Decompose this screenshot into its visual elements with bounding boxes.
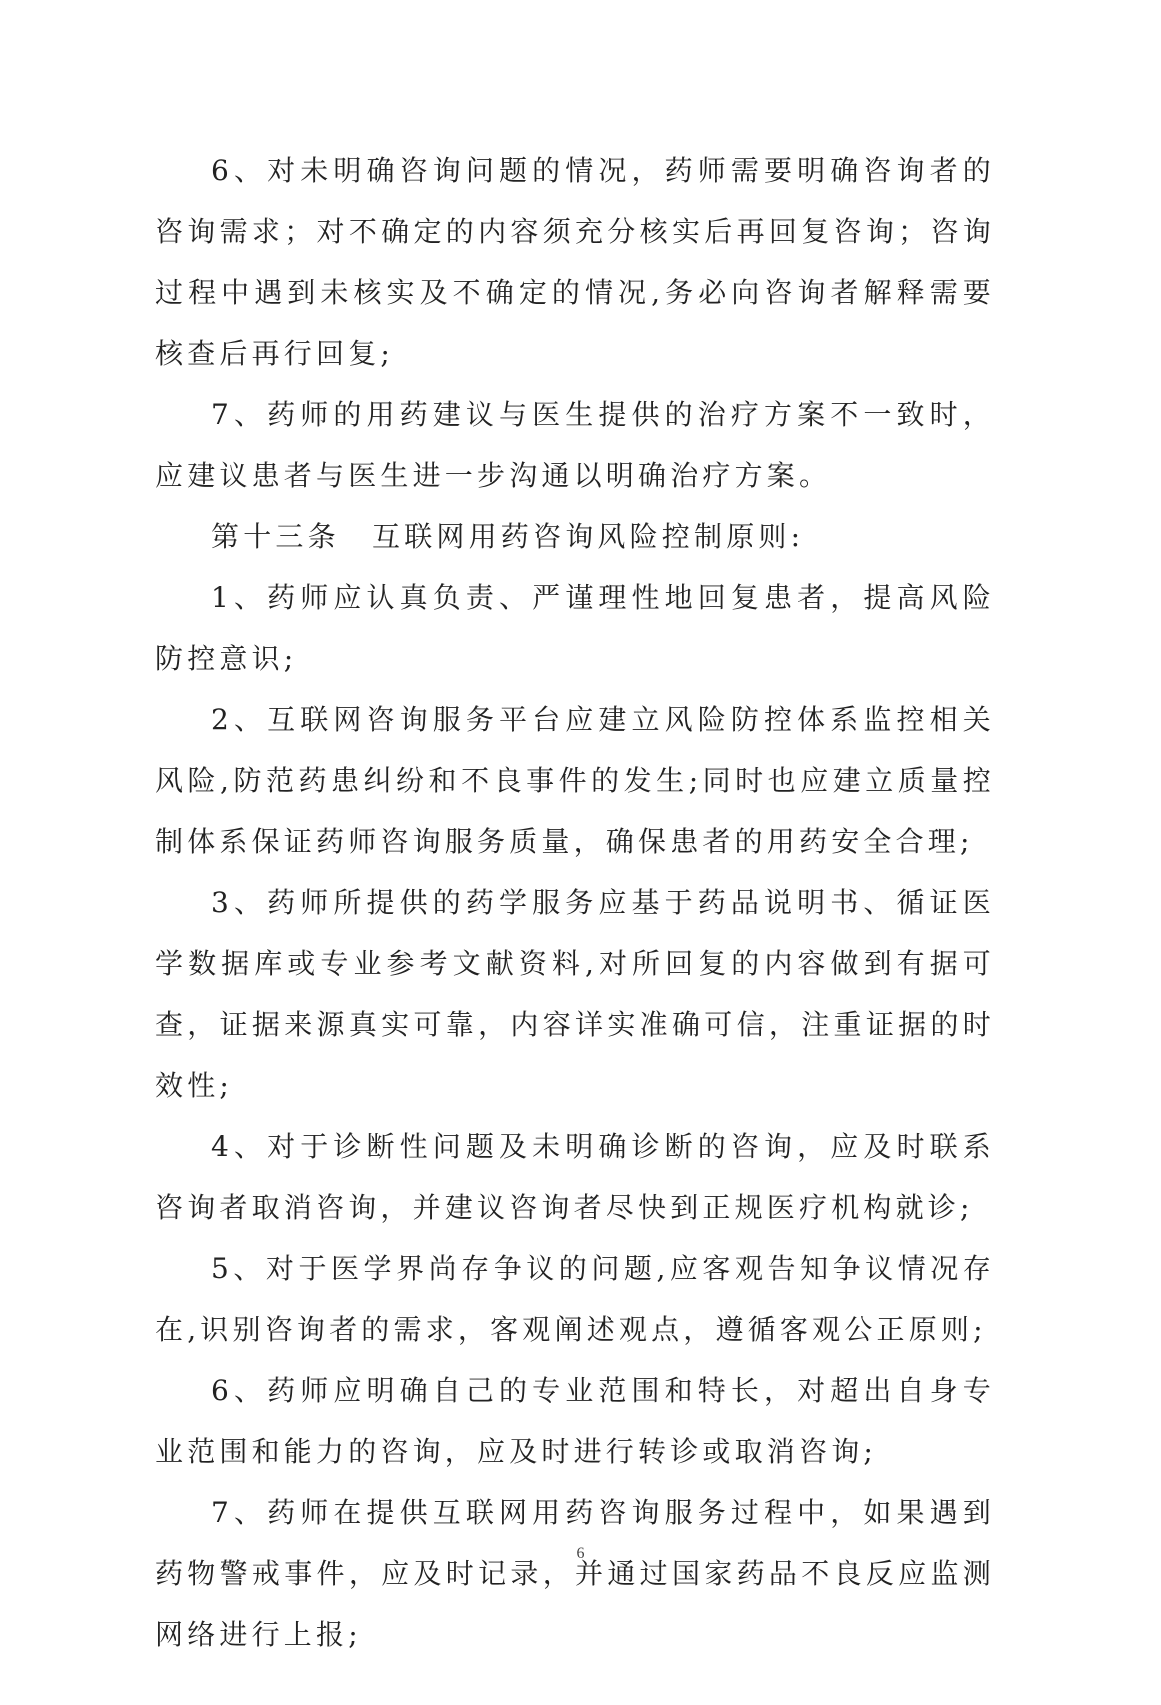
paragraph-2-platform-risk-control: 2、互联网咨询服务平台应建立风险防控体系监控相关风险,防范药患纠纷和不良事件的发生;同时也应建立质量控制体系保证药师咨询服务质量，确保患者的用药安全合理; <box>155 703 995 858</box>
paragraph-3-evidence-basis: 3、药师所提供的药学服务应基于药品说明书、循证医学数据库或专业参考文献资料,对所回复的内容做到有据可查，证据来源真实可靠，内容详实准确可信，注重证据的时效性; <box>155 886 995 1102</box>
page-number: 6 <box>576 1545 585 1562</box>
article-13-heading: 第十三条 互联网用药咨询风险控制原则: <box>211 520 805 553</box>
paragraph-6-clarify-consultation: 6、对未明确咨询问题的情况，药师需要明确咨询者的咨询需求；对不确定的内容须充分核实后再回复咨询；咨询过程中遇到未核实及不确定的情况,务必向咨询者解释需要核查后再行回复; <box>155 154 995 370</box>
paragraph-5-disputed-issues: 5、对于医学界尚存争议的问题,应客观告知争议情况存在,识别咨询者的需求，客观阐述观点，遵循客观公正原则; <box>155 1252 995 1346</box>
paragraph-4-diagnostic-questions: 4、对于诊断性问题及未明确诊断的咨询，应及时联系咨询者取消咨询，并建议咨询者尽快到正规医疗机构就诊; <box>155 1130 995 1224</box>
paragraph-7-pharmacovigilance: 7、药师在提供互联网用药咨询服务过程中，如果遇到药物警戒事件，应及时记录，并通过国家药品不良反应监测网络进行上报; <box>155 1496 995 1651</box>
paragraph-6-professional-scope: 6、药师应明确自己的专业范围和特长，对超出自身专业范围和能力的咨询，应及时进行转诊或取消咨询; <box>155 1374 995 1468</box>
paragraph-1-risk-awareness: 1、药师应认真负责、严谨理性地回复患者，提高风险防控意识; <box>155 581 995 675</box>
body-text <box>155 140 995 1665</box>
paragraph-7-advice-inconsistency: 7、药师的用药建议与医生提供的治疗方案不一致时，应建议患者与医生进一步沟通以明确治疗方案。 <box>155 398 995 492</box>
